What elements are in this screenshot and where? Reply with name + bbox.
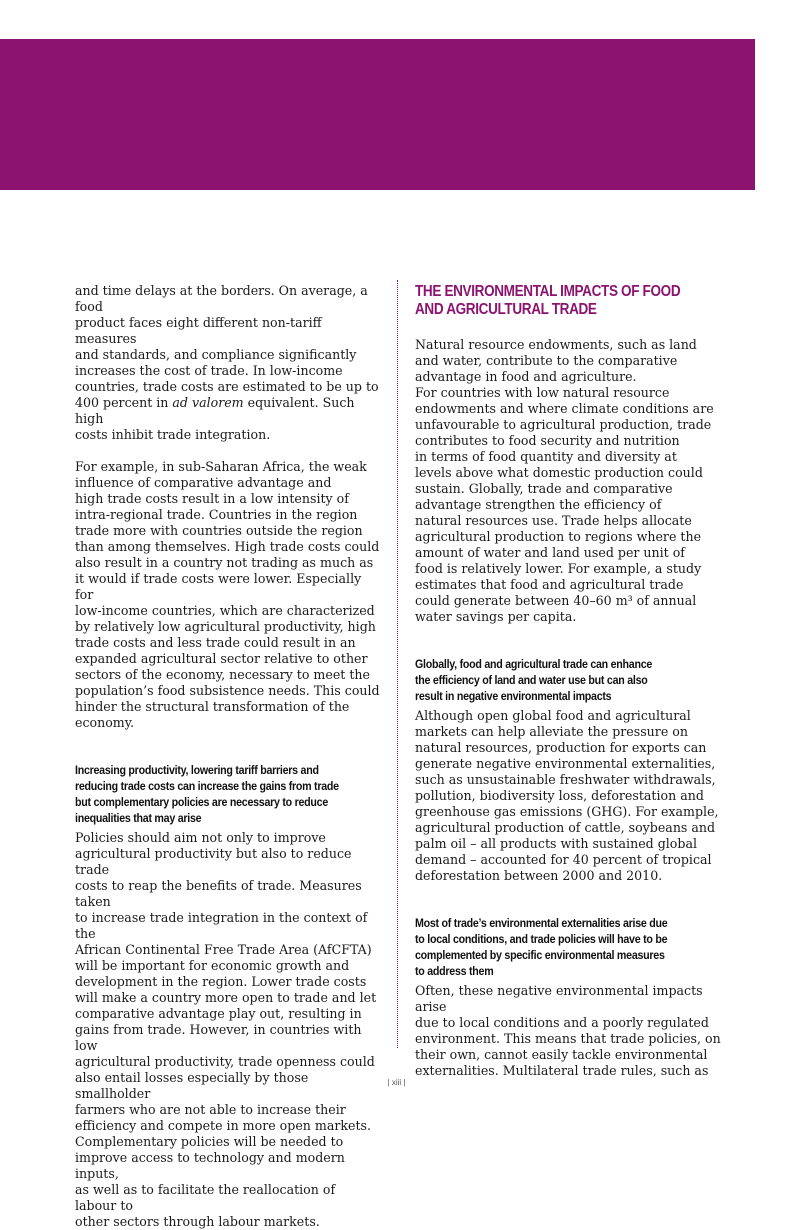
right-column [415, 283, 725, 1079]
left-subheading: Increasing productivity, lowering tariff barriers and reducing trade costs can increase the gains from trade but complementary policies are necessary to reduce inequalities that may arise [75, 763, 339, 825]
section-title: THE ENVIRONMENTAL IMPACTS OF FOOD AND AGRICULTURAL TRADE [415, 283, 681, 318]
left-column [75, 283, 380, 1230]
page-number: | xiii | [387, 1078, 406, 1087]
right-paragraph-3: Often, these negative environmental impacts arise due to local conditions and a poorly regulated environment. This means that trade policies, on their own, cannot easily tackle environmental externalities. Multilateral trade rules, such as [415, 983, 721, 1078]
left-paragraph-3: Policies should aim not only to improve agricultural productivity but also to reduce trade costs to reap the benefits of trade. Measures taken to increase trade integration in the context of the African Continental Free Trade Area (AfCFTA) will be important for economic growth and development in the region. Lower trade costs will make a country more open to trade and let comparative advantage play out, resulting in gains from trade. However, in countries with low agricultural productivity, trade openness could also entail losses especially by those smallholder farmers who are not able to increase their efficiency and compete in more open markets. Complementary policies will be needed to improve access to technology and modern inputs, as well as to facilitate the reallocation of labour to other sectors through labour markets. [75, 830, 377, 1229]
left-paragraph-1: and time delays at the borders. On average, a food product faces eight different non-tariff measures and standards, and compliance significantly increases the cost of trade. In low-income countries, trade costs are estimated to be up to 400 percent in ad valorem equivalent. Such high costs inhibit trade integration. [75, 283, 379, 442]
left-paragraph-2: For example, in sub-Saharan Africa, the weak influence of comparative advantage and high trade costs result in a low intensity of intra-regional trade. Countries in the region trade more with countries outside the region than among themselves. High trade costs could also result in a country not trading as much as it would if trade costs were lower. Especially for low-income countries, which are characterized by relatively low agricultural productivity, high trade costs and less trade could result in an expanded agricultural sector relative to other sectors of the economy, necessary to meet the population’s food subsistence needs. This could hinder the structural transformation of the economy. [75, 459, 380, 730]
right-subheading-1: Globally, food and agricultural trade can enhance the efficiency of land and water use but can also result in negative environmental impacts [415, 657, 653, 703]
right-paragraph-1: Natural resource endowments, such as land and water, contribute to the comparative advantage in food and agriculture. For countries with low natural resource endowments and where climate conditions are unfavourable to agricultural production, trade contributes to food security and nutrition in terms of food quantity and diversity at levels above what domestic production could sustain. Globally, trade and comparative advantage strengthen the efficiency of natural resources use. Trade helps allocate agricultural production to regions where the amount of water and land used per unit of food is relatively lower. For example, a study estimates that food and agricultural trade could generate between 40–60 m³ of annual water savings per capita. [415, 337, 714, 624]
right-subheading-2: Most of trade’s environmental externalities arise due to local conditions, and trade policies will have to be complemented by specific environmental measures to address them [415, 916, 668, 978]
header-banner [0, 39, 755, 190]
column-divider [397, 280, 398, 1048]
italic-term: ad valorem [172, 395, 244, 410]
right-paragraph-2: Although open global food and agricultural markets can help alleviate the pressure on natural resources, production for exports can generate negative environmental externalities, such as unsustainable freshwater withdrawals, pollution, biodiversity loss, deforestation and greenhouse gas emissions (GHG). For example, agricultural production of cattle, soybeans and palm oil – all products with sustained global demand – accounted for 40 percent of tropical deforestation between 2000 and 2010. [415, 708, 719, 883]
